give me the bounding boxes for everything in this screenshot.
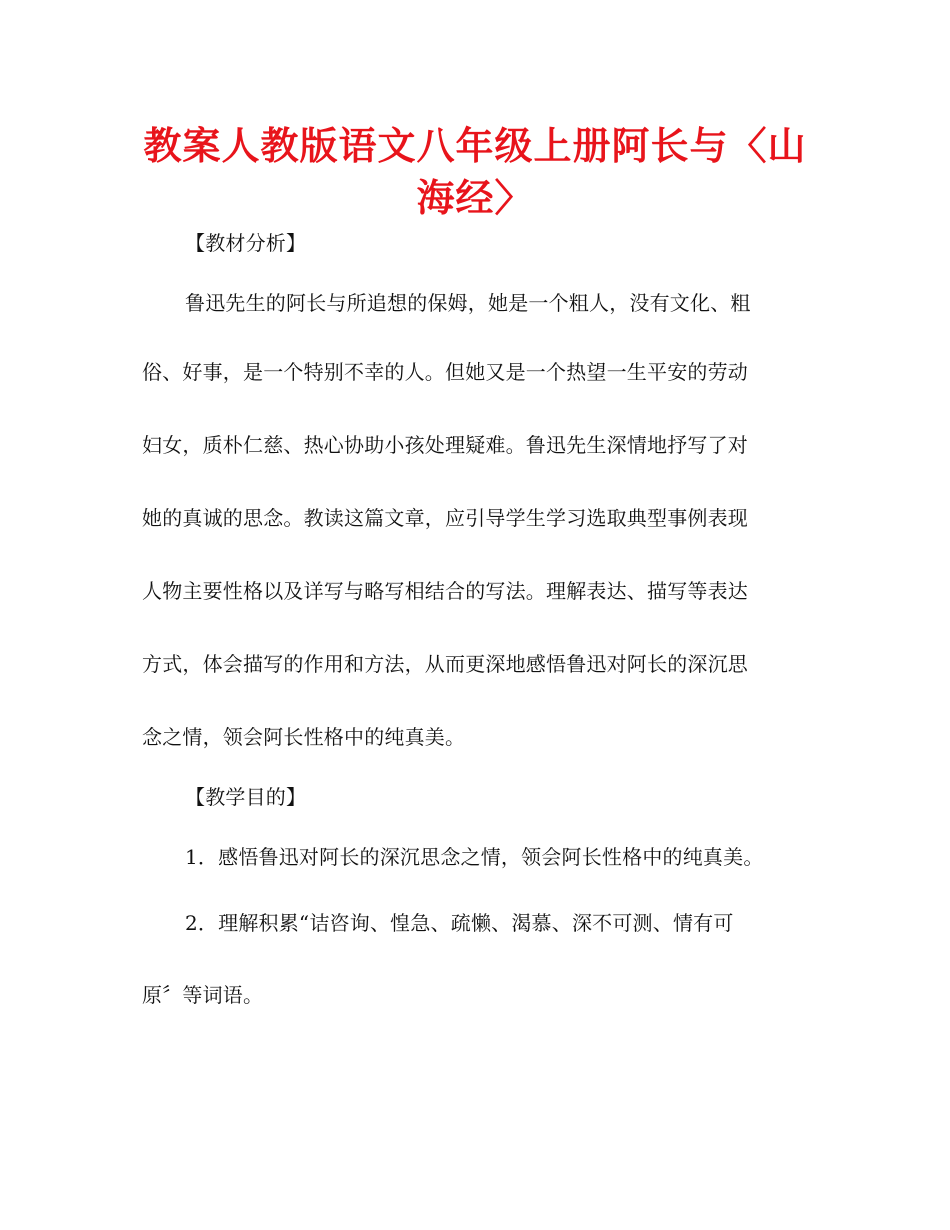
goal-item-2-line-1: 2．理解积累“诘咨询、惶急、疏懒、渴慕、深不可测、情有可 — [185, 911, 734, 935]
analysis-line: 方式，体会描写的作用和方法，从而更深地感悟鲁迅对阿长的深沉思 — [142, 652, 748, 676]
analysis-line: 她的真诚的思念。教读这篇文章，应引导学生学习选取典型事例表现 — [142, 506, 748, 530]
analysis-line: 念之情，领会阿长性格中的纯真美。 — [142, 725, 466, 749]
goals-heading: 【教学目的】 — [185, 785, 307, 809]
goal-item-1: 1．感悟鲁迅对阿长的深沉思念之情，领会阿长性格中的纯真美。 — [185, 845, 764, 869]
analysis-line: 妇女，质朴仁慈、热心协助小孩处理疑难。鲁迅先生深情地抒写了对 — [142, 433, 748, 457]
analysis-line: 人物主要性格以及详写与略写相结合的写法。理解表达、描写等表达 — [142, 579, 748, 603]
goal-item-2-line-2: 原〞等词语。 — [142, 983, 264, 1007]
analysis-line: 鲁迅先生的阿长与所追想的保姆，她是一个粗人，没有文化、粗 — [185, 291, 751, 315]
analysis-line: 俗、好事，是一个特别不幸的人。但她又是一个热望一生平安的劳动 — [142, 360, 748, 384]
document-title: 教案人教版语文八年级上册阿长与〈山海经〉 — [143, 124, 807, 220]
analysis-heading: 【教材分析】 — [185, 231, 307, 255]
